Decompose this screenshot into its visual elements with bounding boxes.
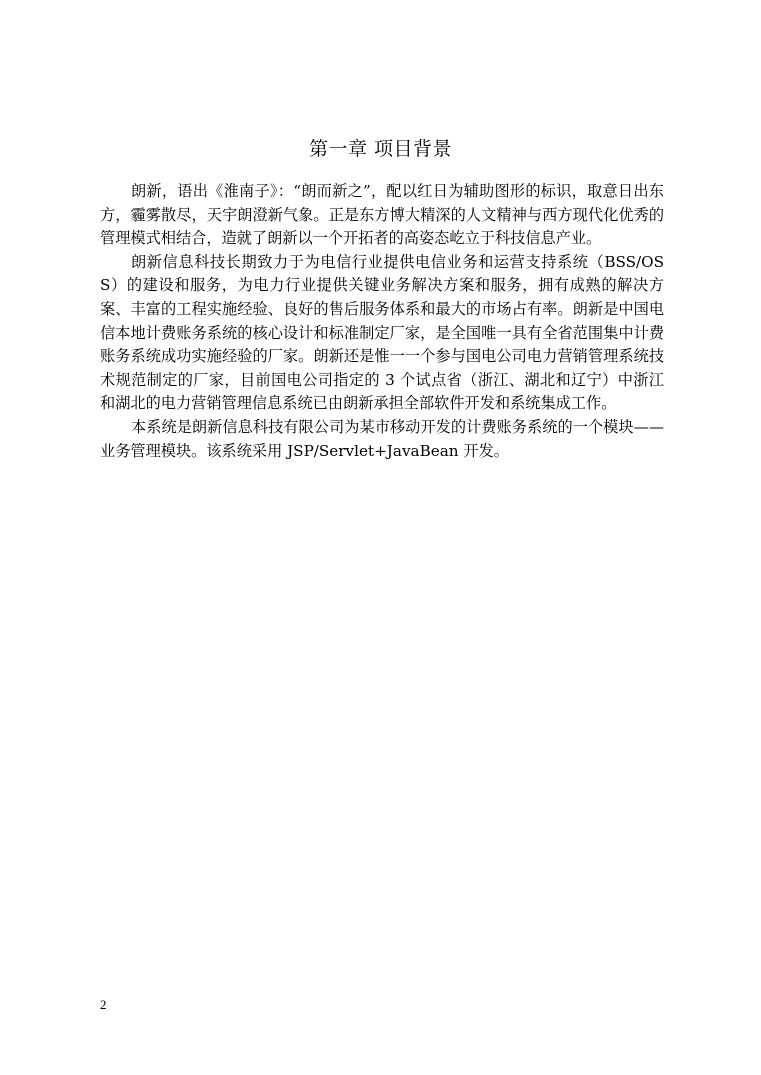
chapter-title: 第一章 项目背景 [308, 138, 453, 160]
body-text [100, 180, 664, 463]
page-number: 2 [100, 997, 107, 1012]
paragraph-2: 朗新信息科技长期致力于为电信行业提供电信业务和运营支持系统（BSS/OSS）的建设和服务，为电力行业提供关键业务解决方案和服务，拥有成熟的解决方案、丰富的工程实施经验、良好的售后服务体系和最大的市场占有率。朗新是中国电信本地计费账务系统的核心设计和标准制定厂家，是全国唯一具有全省范围集中计费账务系统成功实施经验的厂家。朗新还是惟一一个参与国电公司电力营销管理系统技术规范制定的厂家，目前国电公司指定的 3 个试点省（浙江、湖北和辽宁）中浙江和湖北的电力营销管理信息系统已由朗新承担全部软件开发和系统集成工作。 [100, 252, 664, 413]
paragraph-1: 朗新，语出《淮南子》：“朗而新之”，配以红日为辅助图形的标识，取意日出东方，霾雾散尽，天宇朗澄新气象。正是东方博大精深的人文精神与西方现代化优秀的管理模式相结合，造就了朗新以一个开拓者的高姿态屹立于科技信息产业。 [100, 182, 664, 248]
paragraph-3: 本系统是朗新信息科技有限公司为某市移动开发的计费账务系统的一个模块——业务管理模块。该系统采用 JSP/Servlet+JavaBean 开发。 [100, 417, 664, 460]
